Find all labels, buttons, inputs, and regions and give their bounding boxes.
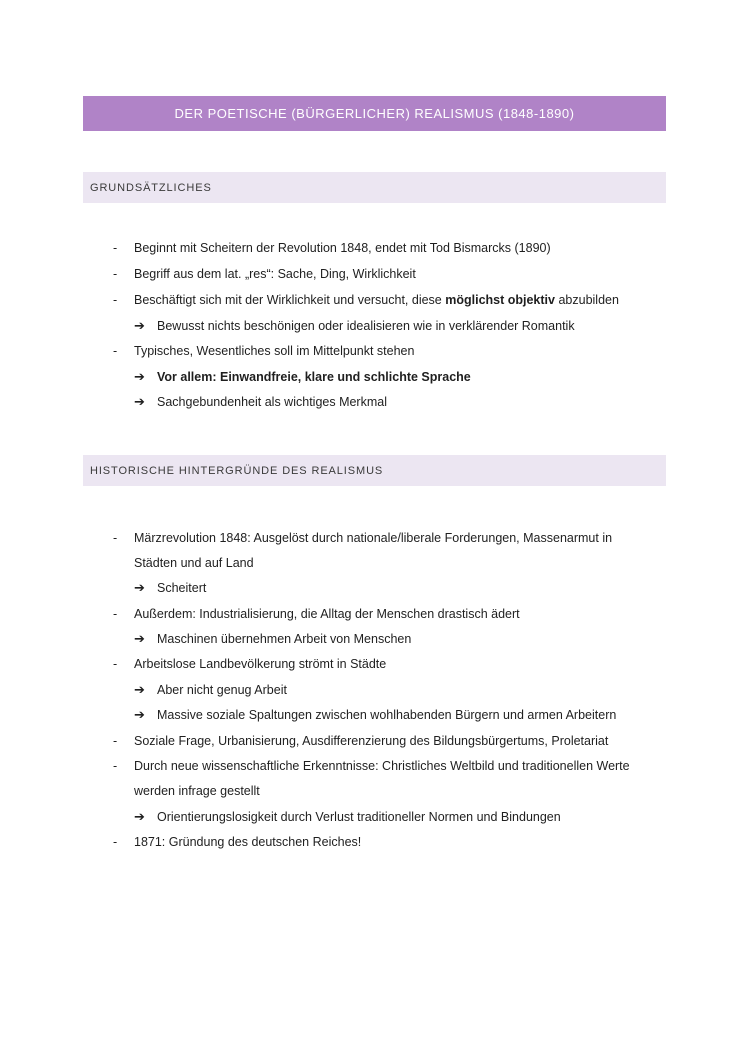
list-item-text: Außerdem: Industrialisierung, die Alltag der Menschen drastisch ädert (134, 607, 520, 621)
sub-item-text: Massive soziale Spaltungen zwischen wohlhabenden Bürgern und armen Arbeitern (157, 708, 617, 722)
arrow-right-icon: ➔ (134, 809, 145, 824)
list-item-text: Märzrevolution 1848: Ausgelöst durch nationale/liberale Forderungen, Massenarmut in (134, 531, 613, 545)
arrow-right-icon: ➔ (134, 369, 145, 384)
sub-item-text: Bewusst nichts beschönigen oder idealisieren wie in verklärender Romantik (157, 319, 575, 333)
arrow-right-icon: ➔ (134, 318, 145, 333)
arrow-right-icon: ➔ (134, 682, 145, 697)
dash-bullet: - (113, 531, 118, 545)
list-item-text: Soziale Frage, Urbanisierung, Ausdifferenzierung des Bildungsbürgertums, Proletariat (134, 734, 609, 748)
dash-bullet: - (113, 835, 118, 849)
bold-emphasis: möglichst objektiv (445, 293, 555, 307)
sub-item-text: Sachgebundenheit als wichtiges Merkmal (157, 395, 387, 409)
dash-bullet: - (113, 267, 118, 281)
sub-item-text: Maschinen übernehmen Arbeit von Menschen (157, 632, 412, 646)
list-item-text: werden infrage gestellt (134, 784, 260, 798)
arrow-right-icon: ➔ (134, 394, 145, 409)
list-item-text: 1871: Gründung des deutschen Reiches! (134, 835, 362, 849)
section-heading-grundsaetzliches: GRUNDSÄTZLICHES (83, 172, 666, 203)
dash-bullet: - (113, 657, 118, 671)
list-item-text: Durch neue wissenschaftliche Erkenntnisse: Christliches Weltbild und traditionellen Werte (134, 759, 630, 773)
text-segment: abzubilden (554, 293, 619, 307)
list-item-text (134, 292, 619, 308)
dash-bullet: - (113, 293, 118, 307)
sub-item-text: Aber nicht genug Arbeit (157, 683, 287, 697)
sub-item-text: Vor allem: Einwandfreie, klare und schlichte Sprache (157, 370, 471, 384)
arrow-right-icon: ➔ (134, 631, 145, 646)
sub-item-text: Scheitert (157, 581, 207, 595)
list-item-text: Arbeitslose Landbevölkerung strömt in Städte (134, 657, 387, 671)
dash-bullet: - (113, 241, 118, 255)
sub-item-text: Orientierungslosigkeit durch Verlust traditioneller Normen und Bindungen (157, 810, 561, 824)
arrow-right-icon: ➔ (134, 707, 145, 722)
list-item-text: Begriff aus dem lat. „res“: Sache, Ding, Wirklichkeit (134, 267, 416, 281)
arrow-right-icon: ➔ (134, 580, 145, 595)
dash-bullet: - (113, 734, 118, 748)
list-item-text: Beginnt mit Scheitern der Revolution 1848, endet mit Tod Bismarcks (1890) (134, 241, 551, 255)
dash-bullet: - (113, 759, 118, 773)
document-title: DER POETISCHE (BÜRGERLICHER) REALISMUS (1848-1890) (83, 96, 666, 131)
dash-bullet: - (113, 607, 118, 621)
text-segment: Beschäftigt sich mit der Wirklichkeit und versucht, diese (134, 293, 446, 307)
list-item-text: Typisches, Wesentliches soll im Mittelpunkt stehen (134, 344, 415, 358)
dash-bullet: - (113, 344, 118, 358)
list-item-text: Städten und auf Land (134, 556, 254, 570)
section-heading-historische-hintergruende: HISTORISCHE HINTERGRÜNDE DES REALISMUS (83, 455, 666, 486)
